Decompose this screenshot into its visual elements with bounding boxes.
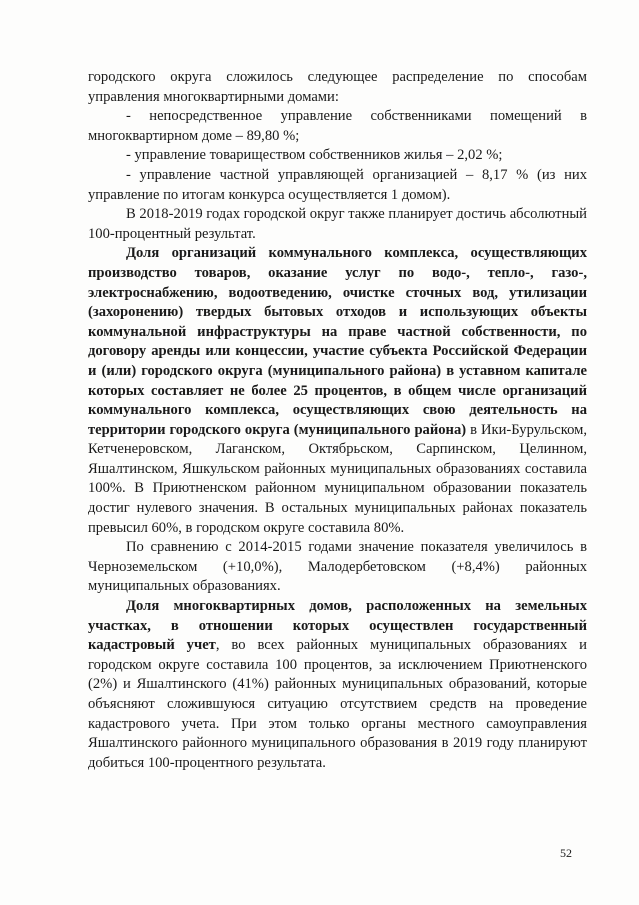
utility-indicator-title: Доля организаций коммунального комплекса, осуществляющих производство товаров, оказание услуг по водо-, тепло-, газо-, электроснабжению, водоотведению, очистке сточных вод, утилизации (захоронению) твердых бытовых отходов и использующих объекты коммунальной инфраструктуры на праве частной собственности, по договору аренды или концессии, участие субъекта Российской Федерации и (или) городского округа (муниципального района) в уставном капитале которых составляет не более 25 процентов, в общем числе организаций коммунального комплекса, осуществляющих свою деятельность на территории городского округа (муниципального района) bbox=[88, 245, 587, 438]
paragraph-plan-2018-2019: В 2018-2019 годах городской округ также планирует достичь абсолютный 100-процентный результат. bbox=[88, 206, 587, 242]
list-item-private-company-management: - управление частной управляющей организацией – 8,17 % (из них управление по итогам конкурса осуществляется 1 домом). bbox=[88, 166, 587, 203]
cadastral-indicator-title: Доля многоквартирных домов, расположенных на земельных участках, в отношении которых осуществлен государственный кадастровый учет bbox=[88, 598, 587, 654]
paragraph-cadastral bbox=[88, 597, 587, 773]
list-item-direct-management: - непосредственное управление собственниками помещений в многоквартирном доме – 89,80 %; bbox=[88, 108, 587, 144]
list-item-hoa-management: - управление товариществом собственников жилья – 2,02 %; bbox=[126, 147, 503, 164]
cadastral-indicator-text: , во всех районных муниципальных образованиях и городском округе составила 100 процентов, за исключением Приютненского (2%) и Яшалтинского (41%) районных муниципальных образований, которые объясняют сложившуюся ситуацию отсутствием средств на проведение кадастрового учета. При этом только органы местного самоуправления Яшалтинского районного муниципального образования в 2019 году планируют добиться 100-процентного результата. bbox=[88, 637, 587, 771]
paragraph-utility-organizations bbox=[88, 244, 587, 538]
paragraph-intro: городского округа сложилось следующее распределение по способам управления многоквартирными домами: bbox=[88, 69, 587, 105]
utility-indicator-text: в Ики-Бурульском, Кетченеровском, Лаганском, Октябрьском, Сарпинском, Целинном, Яшалтинском, Яшкульском районных муниципальных образованиях составила 100%. В Приютненском районном муниципальном образовании показатель достиг нулевого значения. В остальных муниципальных районах показатель превысил 60%, в городском округе составила 80%. bbox=[88, 421, 587, 536]
paragraph-comparison: По сравнению с 2014-2015 годами значение показателя увеличилось в Черноземельском (+10,0%), Малодербетовском (+8,4%) районных муниципальных образованиях. bbox=[88, 539, 587, 595]
page-number: 52 bbox=[560, 846, 572, 860]
body-text bbox=[88, 68, 587, 773]
